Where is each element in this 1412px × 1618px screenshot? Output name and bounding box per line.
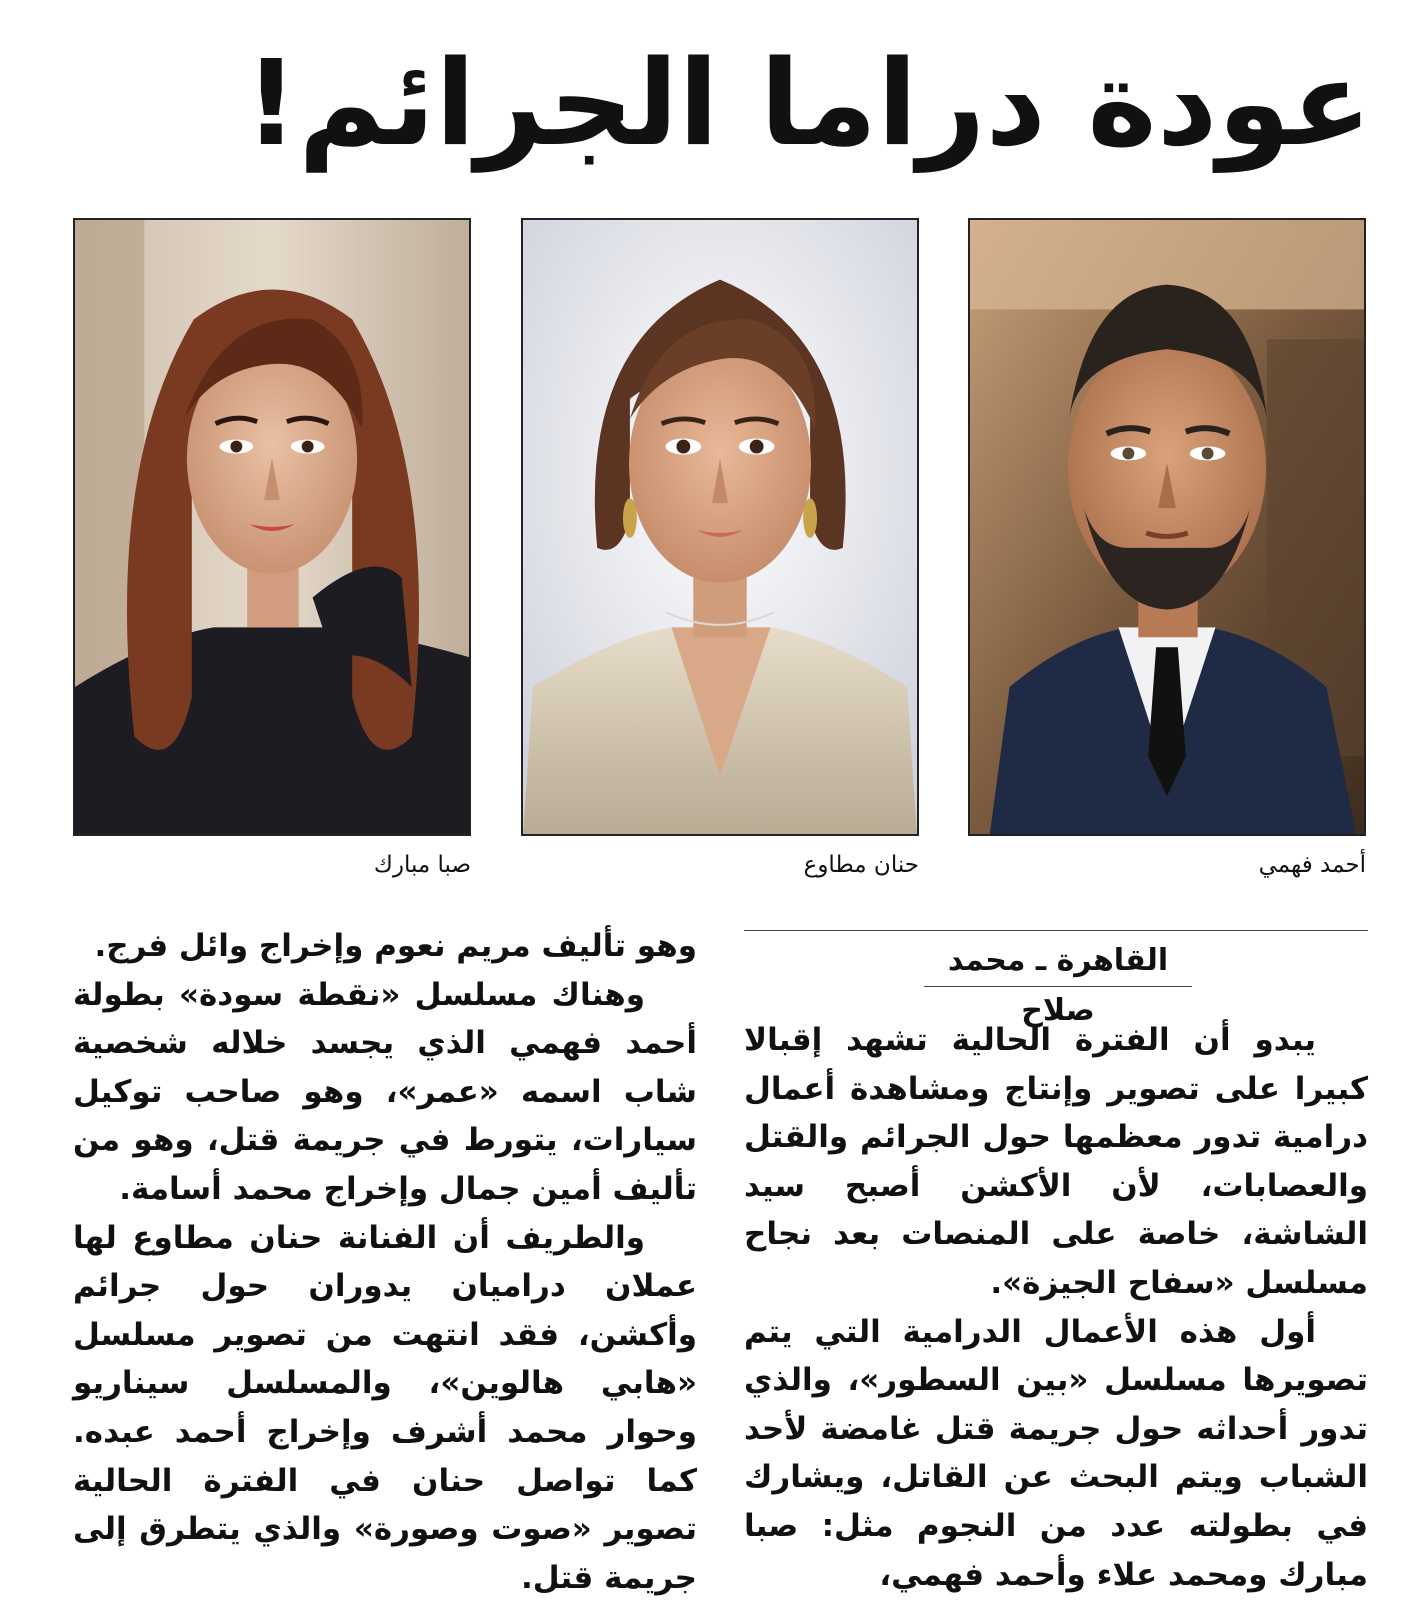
portrait-woman-long-hair-image	[75, 220, 469, 834]
photo-saba-mubarak	[73, 218, 471, 836]
portrait-man-image	[970, 220, 1364, 834]
byline: القاهرة ـ محمد صلاح	[924, 936, 1192, 987]
photo-caption: أحمد فهمي	[1258, 852, 1366, 878]
photo-caption: حنان مطاوع	[803, 852, 919, 878]
byline-rule	[744, 930, 1368, 931]
photo-ahmed-fahmy	[968, 218, 1366, 836]
headline: عودة دراما الجرائم!	[244, 34, 1372, 172]
portrait-woman-bob-image	[523, 220, 917, 834]
photo-caption: صبا مبارك	[373, 852, 471, 878]
article-paragraph: أول هذه الأعمال الدرامية التي يتم تصويرها مسلسل «بين السطور»، والذي تدور أحداثه حول جريمة قتل غامضة لأحد الشباب ويتم البحث عن القاتل، ويشارك في بطولته عدد من النجوم مثل: صبا مبارك ومحمد علاء وأحمد فهمي،	[744, 1313, 1368, 1593]
article-paragraph: والطريف أن الفنانة حنان مطاوع لها عملان دراميان يدوران حول جرائم وأكشن، فقد انتهت من تصوير مسلسل «هابي هالوين»، والمسلسل سيناريو وحوار محمد أشرف وإخراج أحمد عبده. كما تواصل حنان في الفترة الحالية تصوير «صوت وصورة» والذي يتطرق إلى جريمة قتل.	[73, 1219, 697, 1596]
photo-hanan-motawie	[521, 218, 919, 836]
article-paragraph: وهو تأليف مريم نعوم وإخراج وائل فرج.	[94, 928, 697, 964]
article-paragraph: يبدو أن الفترة الحالية تشهد إقبالا كبيرا على تصوير وإنتاج ومشاهدة أعمال درامية تدور معظمها حول الجرائم والقتل والعصابات، لأن الأكشن أصبح سيد الشاشة، خاصة على المنصات بعد نجاح مسلسل «سفاح الجيزة».	[744, 1022, 1368, 1301]
article-column-left	[73, 922, 697, 1602]
article-column-right	[744, 1016, 1368, 1606]
article-paragraph: وهناك مسلسل «نقطة سودة» بطولة أحمد فهمي الذي يجسد خلاله شخصية شاب اسمه «عمر»، وهو صاحب توكيل سيارات، يتورط في جريمة قتل، وهو من تأليف أمين جمال وإخراج محمد أسامة.	[73, 976, 697, 1207]
